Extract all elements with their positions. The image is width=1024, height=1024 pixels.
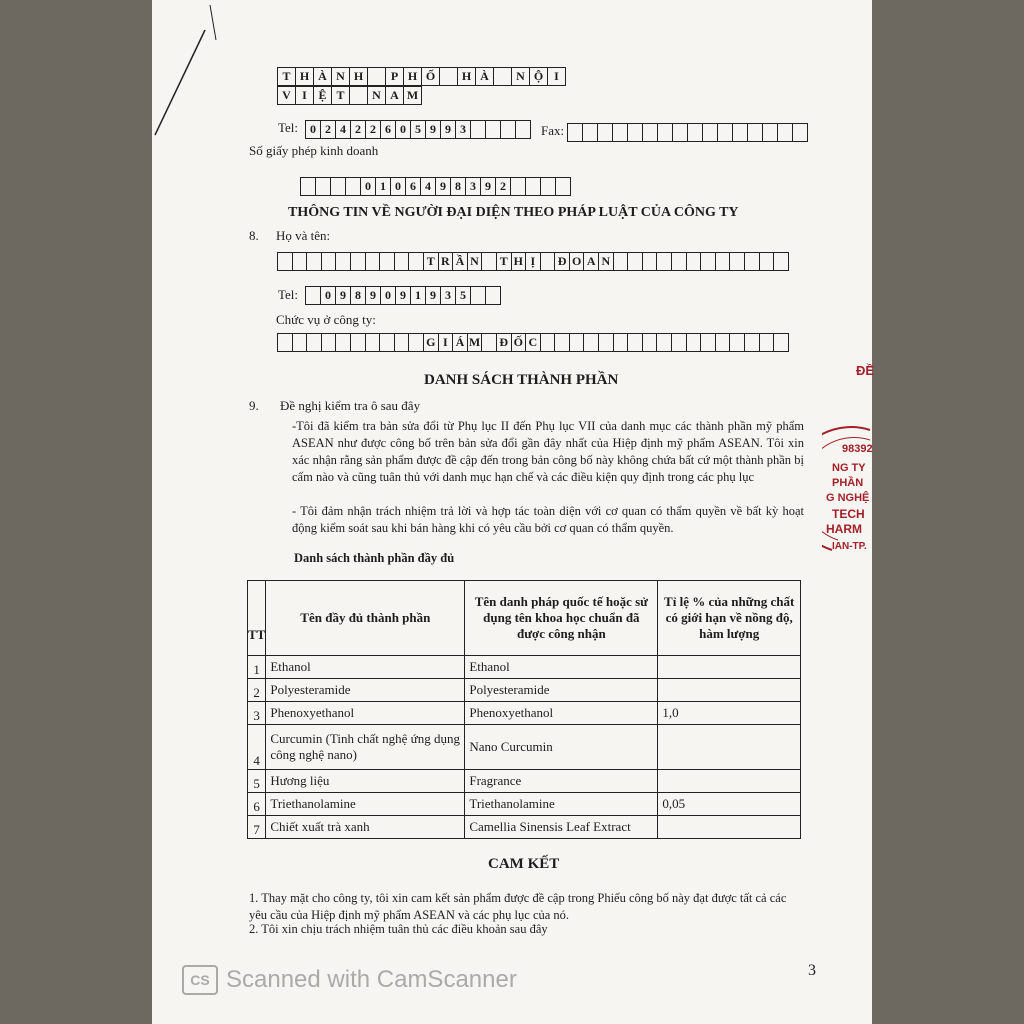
char-box: [701, 252, 716, 271]
char-box: [716, 252, 731, 271]
commitment-item-1: 1. Thay mặt cho công ty, tôi xin cam kết sản phẩm được đề cập trong Phiếu công bố này đạt được tất cả các yêu cầu của Hiệp định mỹ phẩm ASEAN và các phụ lục của nó.: [249, 891, 787, 922]
char-box: [628, 123, 643, 142]
char-box: [307, 333, 322, 352]
char-box: [673, 123, 688, 142]
char-box: 9: [366, 286, 381, 305]
license-label: Số giấy phép kinh doanh: [249, 143, 379, 158]
representative-section-title: THÔNG TIN VỀ NGƯỜI ĐẠI DIỆN THEO PHÁP LUẬT CỦA CÔNG TY: [288, 205, 739, 220]
char-box: N: [512, 67, 530, 86]
char-box: [730, 333, 745, 352]
char-box: I: [548, 67, 566, 86]
license-number-boxes: [300, 177, 571, 196]
char-box: À: [476, 67, 494, 86]
char-box: 9: [426, 120, 441, 139]
char-box: [703, 123, 718, 142]
char-box: [745, 333, 760, 352]
char-box: [301, 177, 316, 196]
char-box: [350, 86, 368, 105]
char-box: 9: [396, 286, 411, 305]
char-box: [748, 123, 763, 142]
char-box: 8: [351, 286, 366, 305]
cell-name: Hương liệu: [266, 770, 465, 793]
char-box: 3: [441, 286, 456, 305]
ingredients-table: [247, 580, 801, 839]
char-box: T: [497, 252, 512, 271]
cell-intl: Camellia Sinensis Leaf Extract: [465, 816, 658, 839]
char-box: Ầ: [453, 252, 468, 271]
char-box: [643, 123, 658, 142]
item-number-8: 8.: [249, 228, 259, 243]
char-box: A: [584, 252, 599, 271]
camscanner-text: Scanned with CamScanner: [226, 966, 517, 993]
char-box: T: [278, 67, 296, 86]
char-box: [380, 333, 395, 352]
header-tt: TT: [248, 581, 266, 656]
char-box: [516, 120, 531, 139]
char-box: 5: [456, 286, 471, 305]
char-box: [368, 67, 386, 86]
char-box: H: [350, 67, 368, 86]
char-box: V: [278, 86, 296, 105]
char-box: [278, 252, 293, 271]
char-box: 0: [321, 286, 336, 305]
char-box: [614, 333, 629, 352]
char-box: 9: [436, 177, 451, 196]
cell-intl: Triethanolamine: [465, 793, 658, 816]
scan-edge-line: [150, 0, 230, 140]
char-box: [511, 177, 526, 196]
char-box: M: [404, 86, 422, 105]
char-box: [793, 123, 808, 142]
char-box: [583, 123, 598, 142]
char-box: [657, 252, 672, 271]
company-fax-boxes: [567, 123, 808, 142]
representative-position-boxes: [277, 333, 789, 352]
tel-label: Tel:: [278, 120, 299, 135]
char-box: [307, 252, 322, 271]
header-full-name: Tên đầy đủ thành phần: [266, 581, 465, 656]
table-row: [248, 793, 801, 816]
char-box: O: [570, 252, 585, 271]
cell-ratio: [658, 656, 801, 679]
char-box: 8: [451, 177, 466, 196]
char-box: [687, 252, 702, 271]
char-box: [763, 123, 778, 142]
char-box: 2: [366, 120, 381, 139]
cell-ratio: 0,05: [658, 793, 801, 816]
char-box: 4: [336, 120, 351, 139]
cell-tt: 4: [248, 725, 266, 770]
address-line1-boxes: [277, 67, 566, 86]
rep-tel-label: Tel:: [278, 287, 299, 302]
char-box: 3: [466, 177, 481, 196]
cell-intl: Nano Curcumin: [465, 725, 658, 770]
char-box: Ị: [526, 252, 541, 271]
cell-intl: Phenoxyethanol: [465, 702, 658, 725]
stamp-circle-arc: [822, 420, 872, 570]
char-box: [486, 286, 501, 305]
char-box: 0: [306, 120, 321, 139]
char-box: Ệ: [314, 86, 332, 105]
char-box: 2: [496, 177, 511, 196]
cell-tt: 2: [248, 679, 266, 702]
char-box: [541, 333, 556, 352]
cell-tt: 1: [248, 656, 266, 679]
char-box: [688, 123, 703, 142]
cell-intl: Ethanol: [465, 656, 658, 679]
char-box: 3: [456, 120, 471, 139]
char-box: [440, 67, 458, 86]
char-box: [322, 252, 337, 271]
char-box: [730, 252, 745, 271]
stamp-text-4: PHẦN: [832, 477, 864, 489]
table-row: [248, 770, 801, 793]
char-box: 9: [426, 286, 441, 305]
char-box: I: [296, 86, 314, 105]
char-box: A: [386, 86, 404, 105]
char-box: [745, 252, 760, 271]
char-box: [395, 333, 410, 352]
char-box: [584, 333, 599, 352]
char-box: R: [439, 252, 454, 271]
char-box: [556, 177, 571, 196]
cell-ratio: [658, 679, 801, 702]
char-box: 4: [421, 177, 436, 196]
char-box: [760, 252, 775, 271]
item-number-9: 9.: [249, 398, 259, 413]
char-box: [541, 177, 556, 196]
char-box: [306, 286, 321, 305]
char-box: [278, 333, 293, 352]
char-box: M: [468, 333, 483, 352]
ingredients-section-title: DANH SÁCH THÀNH PHẦN: [424, 372, 619, 388]
char-box: 6: [406, 177, 421, 196]
char-box: N: [599, 252, 614, 271]
char-box: [613, 123, 628, 142]
full-list-title: Danh sách thành phần đầy đủ: [294, 551, 455, 565]
cell-name: Curcumin (Tinh chất nghệ ứng dụng công nghệ nano): [266, 725, 465, 770]
char-box: [336, 333, 351, 352]
char-box: [570, 333, 585, 352]
char-box: N: [468, 252, 483, 271]
char-box: [482, 252, 497, 271]
char-box: T: [332, 86, 350, 105]
cell-intl: Polyesteramide: [465, 679, 658, 702]
char-box: [494, 67, 512, 86]
char-box: 0: [361, 177, 376, 196]
table-row: [248, 816, 801, 839]
char-box: 5: [411, 120, 426, 139]
stamp-text-6: TECH: [832, 507, 865, 521]
char-box: 0: [396, 120, 411, 139]
char-box: I: [439, 333, 454, 352]
char-box: Đ: [497, 333, 512, 352]
table-row: [248, 702, 801, 725]
commitment-item-2: 2. Tôi xin chịu trách nhiệm tuân thủ các điều khoản sau đây: [249, 922, 548, 936]
char-box: 1: [411, 286, 426, 305]
camscanner-watermark: [182, 965, 517, 995]
char-box: [486, 120, 501, 139]
address-line2-boxes: [277, 86, 422, 105]
declaration-paragraph: -Tôi đã kiểm tra bản sửa đổi từ Phụ lục II đến Phụ lục VII của danh mục các thành phần mỹ phẩm ASEAN như được công bố trên bản sửa đổi gần đây nhất của Hiệp định mỹ phẩm ASEAN. Tôi xin xác nhận rằng sản phẩm được đề cập đến trong bản công bố này không chứa bất cứ một thành phần bị cấm nào và cũng tuân thủ với danh mục hạn chế và các điều kiện quy định trong các phụ lục: [292, 419, 804, 484]
char-box: [614, 252, 629, 271]
char-box: À: [314, 67, 332, 86]
char-box: [346, 177, 361, 196]
char-box: [482, 333, 497, 352]
char-box: [774, 252, 789, 271]
cell-name: Polyesteramide: [266, 679, 465, 702]
stamp-text-7: HARM: [826, 522, 862, 536]
char-box: [599, 333, 614, 352]
char-box: [672, 333, 687, 352]
char-box: 9: [441, 120, 456, 139]
cell-ratio: [658, 770, 801, 793]
char-box: [526, 177, 541, 196]
char-box: [409, 333, 424, 352]
char-box: [501, 120, 516, 139]
table-row: [248, 679, 801, 702]
header-ratio: Tỉ lệ % của những chất có giới hạn về nồng độ, hàm lượng: [658, 581, 801, 656]
char-box: [658, 123, 673, 142]
fax-label: Fax:: [541, 123, 565, 138]
char-box: [555, 333, 570, 352]
representative-tel-boxes: [305, 286, 501, 305]
page-number: 3: [808, 962, 816, 979]
char-box: [628, 333, 643, 352]
table-row: [248, 656, 801, 679]
cell-ratio: [658, 816, 801, 839]
char-box: H: [458, 67, 476, 86]
stamp-text-1: ĐỀ: [856, 363, 875, 378]
checkbox-instruction: Đề nghị kiểm tra ô sau đây: [280, 398, 421, 413]
cell-tt: 5: [248, 770, 266, 793]
char-box: Á: [453, 333, 468, 352]
char-box: P: [386, 67, 404, 86]
char-box: [628, 252, 643, 271]
char-box: [293, 252, 308, 271]
char-box: [351, 333, 366, 352]
char-box: [366, 333, 381, 352]
company-tel-boxes: [305, 120, 531, 139]
char-box: H: [296, 67, 314, 86]
cell-intl: Fragrance: [465, 770, 658, 793]
char-box: Đ: [555, 252, 570, 271]
char-box: 6: [381, 120, 396, 139]
char-box: G: [424, 333, 439, 352]
char-box: [643, 333, 658, 352]
char-box: Ố: [512, 333, 527, 352]
cell-tt: 6: [248, 793, 266, 816]
position-label: Chức vụ ở công ty:: [276, 312, 376, 327]
char-box: [687, 333, 702, 352]
cell-tt: 3: [248, 702, 266, 725]
header-intl-name: Tên danh pháp quốc tế hoặc sử dụng tên khoa học chuẩn đã được công nhận: [465, 581, 658, 656]
stamp-text-3: NG TY: [832, 462, 866, 474]
char-box: [331, 177, 346, 196]
cell-tt: 7: [248, 816, 266, 839]
char-box: Ố: [422, 67, 440, 86]
cell-name: Chiết xuất trà xanh: [266, 816, 465, 839]
stamp-text-2: 98392: [842, 443, 873, 455]
char-box: [541, 252, 556, 271]
char-box: N: [368, 86, 386, 105]
char-box: Ộ: [530, 67, 548, 86]
char-box: [718, 123, 733, 142]
char-box: [366, 252, 381, 271]
cell-ratio: [658, 725, 801, 770]
char-box: 0: [381, 286, 396, 305]
char-box: [471, 120, 486, 139]
representative-name-boxes: [277, 252, 789, 271]
char-box: [701, 333, 716, 352]
char-box: 9: [481, 177, 496, 196]
cell-name: Ethanol: [266, 656, 465, 679]
char-box: [293, 333, 308, 352]
char-box: 2: [321, 120, 336, 139]
char-box: N: [332, 67, 350, 86]
char-box: C: [526, 333, 541, 352]
table-row: [248, 725, 801, 770]
char-box: [657, 333, 672, 352]
char-box: [778, 123, 793, 142]
char-box: H: [404, 67, 422, 86]
char-box: [316, 177, 331, 196]
char-box: [733, 123, 748, 142]
cell-name: Triethanolamine: [266, 793, 465, 816]
char-box: [336, 252, 351, 271]
char-box: [395, 252, 410, 271]
cell-ratio: 1,0: [658, 702, 801, 725]
char-box: T: [424, 252, 439, 271]
responsibility-paragraph: - Tôi đảm nhận trách nhiệm trả lời và hợp tác toàn diện với cơ quan có thẩm quyền về bất kỳ hoạt động kiểm soát sau khi bán hàng khi có yêu cầu bởi cơ quan có thẩm quyền.: [292, 504, 804, 535]
commitment-section-title: CAM KẾT: [488, 856, 560, 872]
stamp-text-5: G NGHỆ: [826, 492, 870, 504]
name-label: Họ và tên:: [276, 228, 331, 243]
stamp-text-8: IAN-TP.: [832, 541, 867, 552]
char-box: 1: [376, 177, 391, 196]
char-box: [471, 286, 486, 305]
char-box: [643, 252, 658, 271]
char-box: [351, 252, 366, 271]
char-box: [380, 252, 395, 271]
char-box: [760, 333, 775, 352]
char-box: [322, 333, 337, 352]
char-box: 9: [336, 286, 351, 305]
char-box: 0: [391, 177, 406, 196]
char-box: [598, 123, 613, 142]
char-box: [409, 252, 424, 271]
char-box: [568, 123, 583, 142]
char-box: [774, 333, 789, 352]
camscanner-logo-icon: CS: [182, 965, 218, 995]
char-box: [716, 333, 731, 352]
char-box: H: [512, 252, 527, 271]
cell-name: Phenoxyethanol: [266, 702, 465, 725]
char-box: [672, 252, 687, 271]
char-box: 2: [351, 120, 366, 139]
